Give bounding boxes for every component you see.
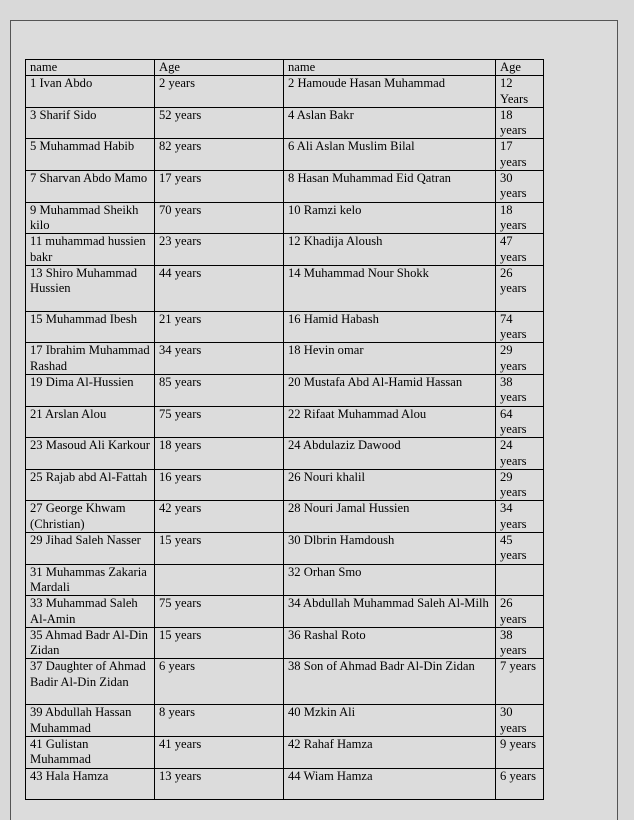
age-cell: 47 years	[496, 234, 544, 266]
table-row	[26, 311, 544, 343]
name-cell: 24 Abdulaziz Dawood	[284, 438, 496, 470]
age-cell: 70 years	[155, 202, 284, 234]
age-cell: 9 years	[496, 736, 544, 768]
name-cell: 41 Gulistan Muhammad	[26, 736, 155, 768]
age-cell: 41 years	[155, 736, 284, 768]
age-cell: 64 years	[496, 406, 544, 438]
name-cell: 23 Masoud Ali Karkour	[26, 438, 155, 470]
name-cell: 42 Rahaf Hamza	[284, 736, 496, 768]
table-row	[26, 596, 544, 628]
age-cell: 17 years	[155, 171, 284, 203]
table-row	[26, 469, 544, 501]
table-row	[26, 627, 544, 659]
header-name-1: name	[26, 60, 155, 76]
age-cell: 44 years	[155, 265, 284, 311]
name-cell: 15 Muhammad Ibesh	[26, 311, 155, 343]
name-cell: 38 Son of Ahmad Badr Al-Din Zidan	[284, 659, 496, 705]
name-cell: 18 Hevin omar	[284, 343, 496, 375]
name-cell: 28 Nouri Jamal Hussien	[284, 501, 496, 533]
age-cell: 17 years	[496, 139, 544, 171]
age-cell	[496, 564, 544, 596]
name-cell: 3 Sharif Sido	[26, 107, 155, 139]
age-cell: 85 years	[155, 375, 284, 407]
age-cell: 38 years	[496, 375, 544, 407]
name-cell: 39 Abdullah Hassan Muhammad	[26, 705, 155, 737]
table-row	[26, 659, 544, 705]
table-row	[26, 564, 544, 596]
document-page	[10, 20, 618, 820]
age-cell: 12 Years	[496, 76, 544, 108]
table-row	[26, 406, 544, 438]
age-cell: 26 years	[496, 265, 544, 311]
name-cell: 35 Ahmad Badr Al-Din Zidan	[26, 627, 155, 659]
name-cell: 26 Nouri khalil	[284, 469, 496, 501]
age-cell: 75 years	[155, 406, 284, 438]
header-age-2: Age	[496, 60, 544, 76]
name-cell: 20 Mustafa Abd Al-Hamid Hassan	[284, 375, 496, 407]
name-cell: 19 Dima Al-Hussien	[26, 375, 155, 407]
name-cell: 22 Rifaat Muhammad Alou	[284, 406, 496, 438]
table-row	[26, 171, 544, 203]
age-cell: 74 years	[496, 311, 544, 343]
age-cell: 75 years	[155, 596, 284, 628]
name-cell: 40 Mzkin Ali	[284, 705, 496, 737]
name-cell: 9 Muhammad Sheikh kilo	[26, 202, 155, 234]
name-cell: 36 Rashal Roto	[284, 627, 496, 659]
name-cell: 17 Ibrahim Muhammad Rashad	[26, 343, 155, 375]
age-cell: 29 years	[496, 343, 544, 375]
name-cell: 27 George Khwam (Christian)	[26, 501, 155, 533]
name-cell: 25 Rajab abd Al-Fattah	[26, 469, 155, 501]
age-cell: 13 years	[155, 768, 284, 799]
name-cell: 4 Aslan Bakr	[284, 107, 496, 139]
table-row	[26, 343, 544, 375]
age-cell: 30 years	[496, 705, 544, 737]
table-row	[26, 768, 544, 799]
table-row	[26, 705, 544, 737]
name-cell: 13 Shiro Muhammad Hussien	[26, 265, 155, 311]
name-cell: 37 Daughter of Ahmad Badir Al-Din Zidan	[26, 659, 155, 705]
name-cell: 30 Dlbrin Hamdoush	[284, 533, 496, 565]
age-cell: 2 years	[155, 76, 284, 108]
header-name-2: name	[284, 60, 496, 76]
age-cell: 23 years	[155, 234, 284, 266]
age-cell: 34 years	[155, 343, 284, 375]
table-body	[26, 60, 544, 800]
age-cell: 15 years	[155, 533, 284, 565]
name-cell: 34 Abdullah Muhammad Saleh Al-Milh	[284, 596, 496, 628]
age-cell: 6 years	[496, 768, 544, 799]
name-cell: 43 Hala Hamza	[26, 768, 155, 799]
age-cell	[155, 564, 284, 596]
table-row	[26, 375, 544, 407]
name-cell: 12 Khadija Aloush	[284, 234, 496, 266]
header-age-1: Age	[155, 60, 284, 76]
name-cell: 11 muhammad hussien bakr	[26, 234, 155, 266]
table-row	[26, 265, 544, 311]
table-row	[26, 501, 544, 533]
table-row	[26, 736, 544, 768]
age-cell: 18 years	[155, 438, 284, 470]
name-cell: 31 Muhammas Zakaria Mardali	[26, 564, 155, 596]
name-cell: 33 Muhammad Saleh Al-Amin	[26, 596, 155, 628]
age-cell: 45 years	[496, 533, 544, 565]
age-cell: 21 years	[155, 311, 284, 343]
name-cell: 21 Arslan Alou	[26, 406, 155, 438]
table-row	[26, 533, 544, 565]
table-row	[26, 107, 544, 139]
age-cell: 8 years	[155, 705, 284, 737]
age-cell: 82 years	[155, 139, 284, 171]
name-cell: 16 Hamid Habash	[284, 311, 496, 343]
age-cell: 18 years	[496, 107, 544, 139]
age-cell: 15 years	[155, 627, 284, 659]
table-header-row	[26, 60, 544, 76]
age-cell: 42 years	[155, 501, 284, 533]
victims-table	[25, 59, 544, 800]
age-cell: 29 years	[496, 469, 544, 501]
age-cell: 16 years	[155, 469, 284, 501]
name-cell: 6 Ali Aslan Muslim Bilal	[284, 139, 496, 171]
age-cell: 6 years	[155, 659, 284, 705]
age-cell: 7 years	[496, 659, 544, 705]
name-cell: 44 Wiam Hamza	[284, 768, 496, 799]
name-cell: 5 Muhammad Habib	[26, 139, 155, 171]
age-cell: 30 years	[496, 171, 544, 203]
table-row	[26, 234, 544, 266]
name-cell: 8 Hasan Muhammad Eid Qatran	[284, 171, 496, 203]
name-cell: 1 Ivan Abdo	[26, 76, 155, 108]
name-cell: 7 Sharvan Abdo Mamo	[26, 171, 155, 203]
age-cell: 26 years	[496, 596, 544, 628]
name-cell: 10 Ramzi kelo	[284, 202, 496, 234]
age-cell: 24 years	[496, 438, 544, 470]
name-cell: 32 Orhan Smo	[284, 564, 496, 596]
table-row	[26, 202, 544, 234]
name-cell: 29 Jihad Saleh Nasser	[26, 533, 155, 565]
age-cell: 34 years	[496, 501, 544, 533]
age-cell: 18 years	[496, 202, 544, 234]
name-cell: 14 Muhammad Nour Shokk	[284, 265, 496, 311]
table-row	[26, 76, 544, 108]
table-row	[26, 438, 544, 470]
table-row	[26, 139, 544, 171]
age-cell: 52 years	[155, 107, 284, 139]
age-cell: 38 years	[496, 627, 544, 659]
name-cell: 2 Hamoude Hasan Muhammad	[284, 76, 496, 108]
